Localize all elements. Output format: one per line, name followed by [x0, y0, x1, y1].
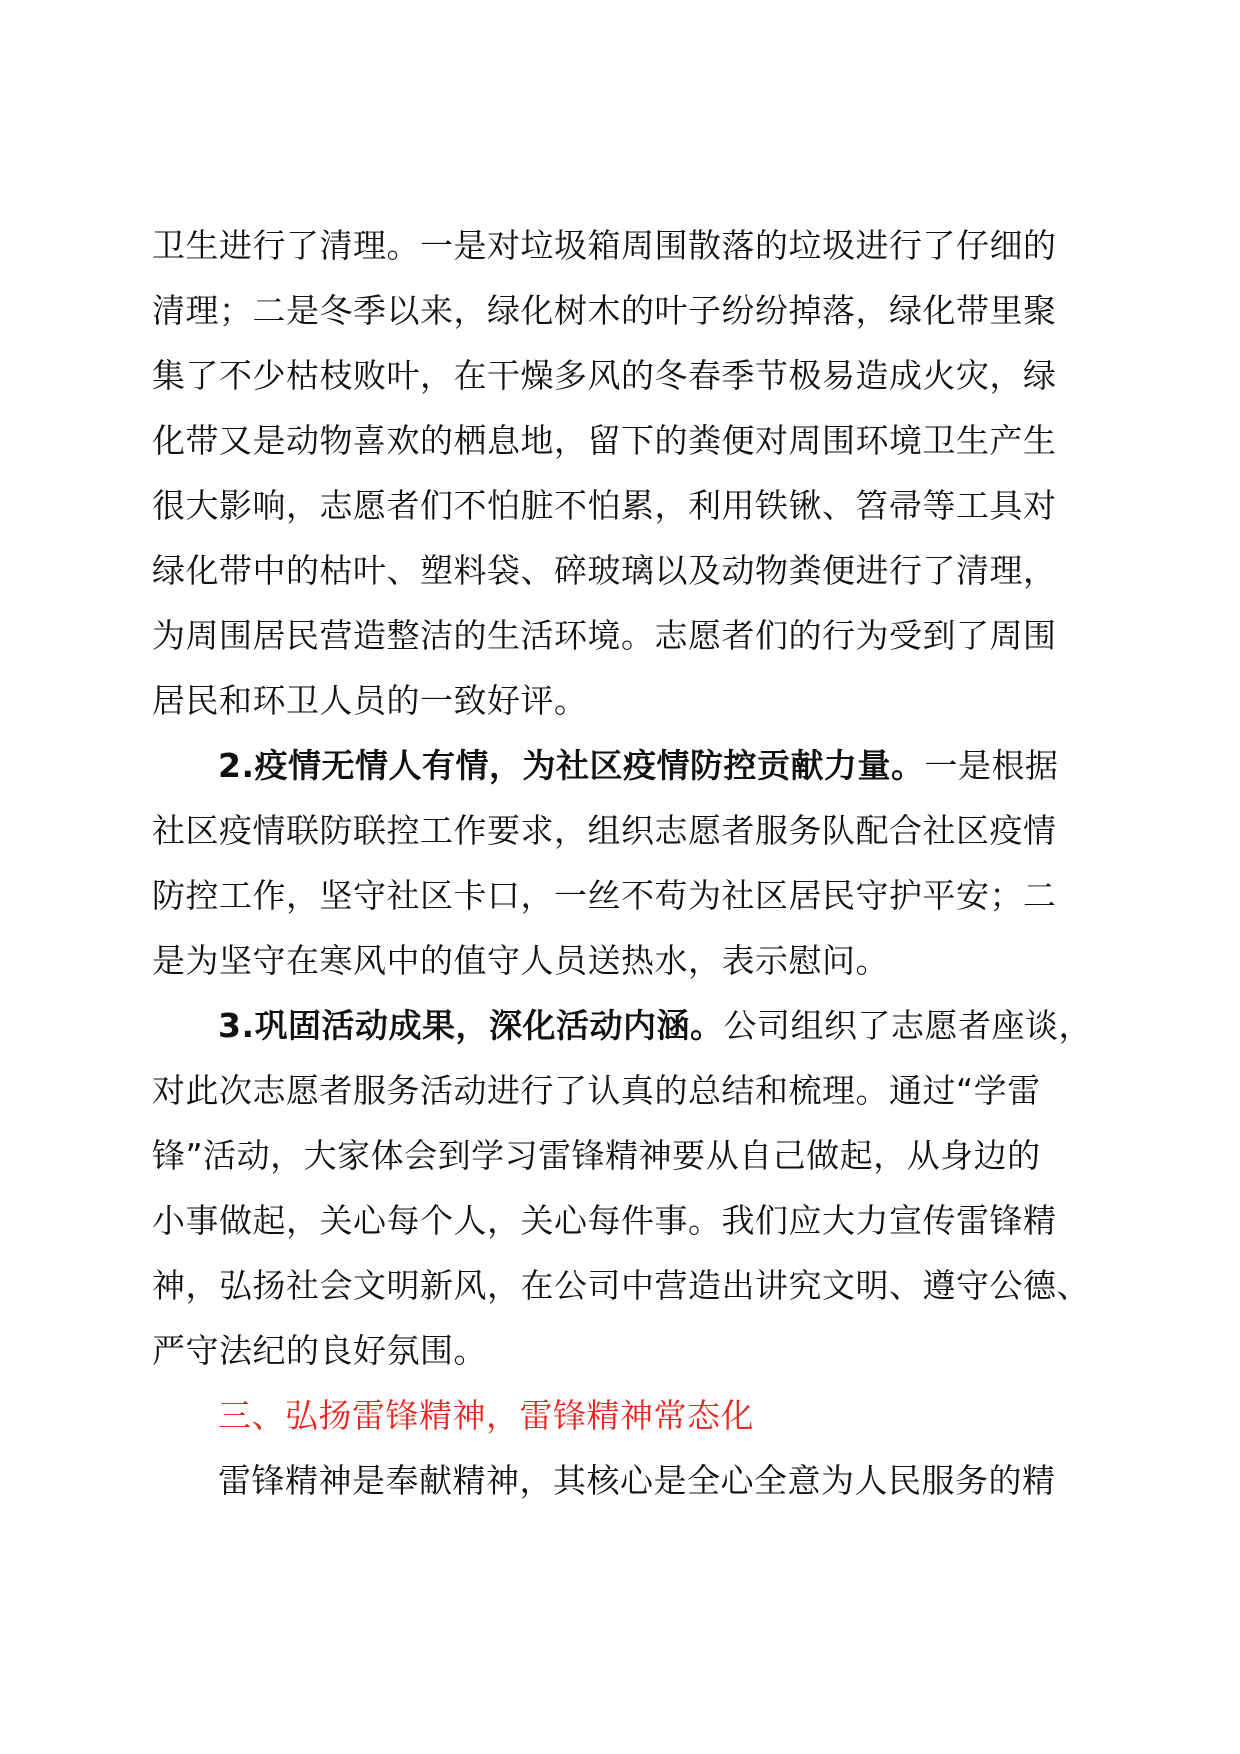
text-line-7: 为周围居民营造整洁的生活环境。志愿者们的行为受到了周围	[152, 616, 1057, 655]
paragraph-3-line: 神，弘扬社会文明新风，在公司中营造出讲究文明、遵守公德、	[152, 1266, 1090, 1305]
paragraph-3-line: 小事做起，关心每个人，关心每件事。我们应大力宣传雷锋精	[152, 1201, 1057, 1240]
text-line-2: 清理；二是冬季以来，绿化树木的叶子纷纷掉落，绿化带里聚	[152, 291, 1057, 330]
paragraph-2-first-line	[152, 733, 1092, 798]
paragraph-3-line: 严守法纪的良好氛围。	[152, 1331, 487, 1370]
section-heading: 三、弘扬雷锋精神，雷锋精神常态化	[218, 1396, 754, 1435]
paragraph-3-first-rest: 公司组织了志愿者座谈，	[723, 1006, 1092, 1045]
text-line-1: 卫生进行了清理。一是对垃圾箱周围散落的垃圾进行了仔细的	[152, 226, 1057, 265]
paragraph-4-first-line: 雷锋精神是奉献精神，其核心是全心全意为人民服务的精	[218, 1461, 1056, 1500]
paragraph-2-line: 社区疫情联防联控工作要求，组织志愿者服务队配合社区疫情	[152, 811, 1057, 850]
paragraph-2-heading: 2.疫情无情人有情，为社区疫情防控贡献力量。	[218, 746, 925, 785]
paragraph-3-heading: 3.巩固活动成果，深化活动内涵。	[218, 1006, 724, 1045]
paragraph-3-line: 对此次志愿者服务活动进行了认真的总结和梳理。通过“学雷	[152, 1071, 1041, 1110]
paragraph-2-line: 防控工作，坚守社区卡口，一丝不苟为社区居民守护平安；二	[152, 876, 1057, 915]
document-page	[152, 213, 1092, 1513]
text-line-4: 化带又是动物喜欢的栖息地，留下的粪便对周围环境卫生产生	[152, 421, 1057, 460]
text-line-8: 居民和环卫人员的一致好评。	[152, 681, 588, 720]
text-line-6: 绿化带中的枯叶、塑料袋、碎玻璃以及动物粪便进行了清理，	[152, 551, 1057, 590]
text-line-5: 很大影响，志愿者们不怕脏不怕累，利用铁锹、笤帚等工具对	[152, 486, 1057, 525]
paragraph-3-line: 锋”活动，大家体会到学习雷锋精神要从自己做起，从身边的	[152, 1136, 1041, 1175]
text-line-3: 集了不少枯枝败叶，在干燥多风的冬春季节极易造成火灾，绿	[152, 356, 1057, 395]
paragraph-3-first-line	[152, 993, 1092, 1058]
paragraph-2-first-rest: 一是根据	[924, 746, 1059, 785]
paragraph-2-line: 是为坚守在寒风中的值守人员送热水，表示慰问。	[152, 941, 889, 980]
